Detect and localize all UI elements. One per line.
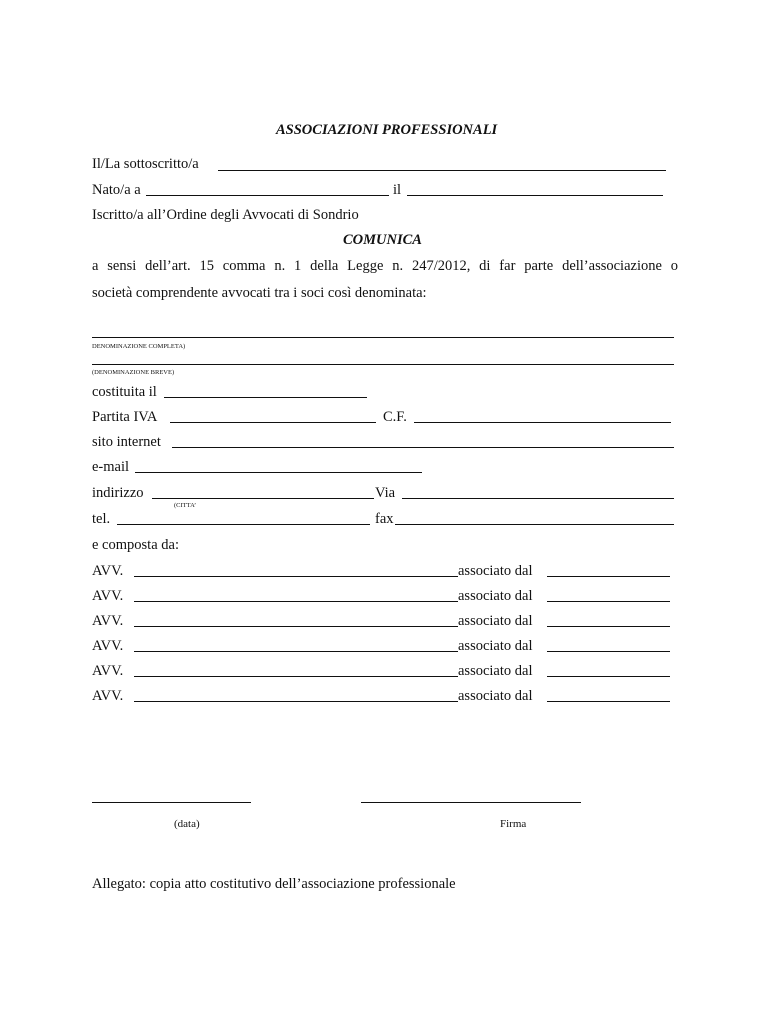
cf-label: C.F. (383, 409, 407, 425)
luogo-nascita-field[interactable] (146, 195, 389, 196)
sito-field[interactable] (172, 447, 674, 448)
avv-label: AVV. (92, 638, 124, 654)
associato-dal-field[interactable] (547, 626, 670, 627)
associato-dal-label: associato dal (458, 563, 533, 579)
email-field[interactable] (135, 472, 422, 473)
citta-label: (CITTA’ (174, 502, 197, 509)
composta-label: e composta da: (92, 537, 179, 553)
partita-iva-field[interactable] (170, 422, 376, 423)
data-label: (data) (174, 818, 200, 830)
citta-field[interactable] (152, 498, 374, 499)
data-nascita-field[interactable] (407, 195, 663, 196)
via-label: Via (375, 485, 396, 501)
associato-dal-label: associato dal (458, 613, 533, 629)
indirizzo-label: indirizzo (92, 485, 144, 501)
document-title: ASSOCIAZIONI PROFESSIONALI (276, 122, 498, 138)
nato-label: Nato/a a (92, 182, 141, 198)
avv-name-field[interactable] (134, 576, 458, 577)
denominazione-breve-field[interactable] (92, 364, 674, 365)
firma-label: Firma (500, 818, 527, 830)
associato-dal-field[interactable] (547, 676, 670, 677)
avv-label: AVV. (92, 563, 124, 579)
denominazione-completa-field[interactable] (92, 337, 674, 338)
tel-field[interactable] (117, 524, 370, 525)
avv-name-field[interactable] (134, 601, 458, 602)
allegato-text: Allegato: copia atto costitutivo dell’associazione professionale (92, 876, 456, 892)
denominazione-completa-label: DENOMINAZIONE COMPLETA) (92, 343, 186, 350)
fax-label: fax (375, 511, 394, 527)
data-field[interactable] (92, 802, 251, 803)
avv-name-field[interactable] (134, 676, 458, 677)
cf-field[interactable] (414, 422, 671, 423)
associato-dal-label: associato dal (458, 588, 533, 604)
avv-name-field[interactable] (134, 701, 458, 702)
associato-dal-label: associato dal (458, 638, 533, 654)
avv-name-field[interactable] (134, 626, 458, 627)
il-label: il (393, 182, 402, 198)
via-field[interactable] (402, 498, 674, 499)
sottoscritto-field[interactable] (218, 170, 666, 171)
fax-field[interactable] (395, 524, 674, 525)
avv-name-field[interactable] (134, 651, 458, 652)
firma-field[interactable] (361, 802, 581, 803)
denominazione-breve-label: (DENOMINAZIONE BREVE) (92, 369, 175, 376)
sito-label: sito internet (92, 434, 161, 450)
associato-dal-field[interactable] (547, 651, 670, 652)
partita-iva-label: Partita IVA (92, 409, 158, 425)
sottoscritto-label: Il/La sottoscritto/a (92, 156, 199, 172)
associato-dal-label: associato dal (458, 663, 533, 679)
avv-label: AVV. (92, 588, 124, 604)
avv-label: AVV. (92, 688, 124, 704)
associato-dal-label: associato dal (458, 688, 533, 704)
comunica-heading: COMUNICA (343, 232, 422, 248)
tel-label: tel. (92, 511, 111, 527)
costituita-label: costituita il (92, 384, 157, 400)
body-line-2: società comprendente avvocati tra i soci così denominata: (92, 285, 427, 301)
associato-dal-field[interactable] (547, 576, 670, 577)
iscritto-text: Iscritto/a all’Ordine degli Avvocati di Sondrio (92, 207, 359, 223)
email-label: e-mail (92, 459, 130, 475)
avv-label: AVV. (92, 613, 124, 629)
associato-dal-field[interactable] (547, 701, 670, 702)
costituita-field[interactable] (164, 397, 367, 398)
avv-label: AVV. (92, 663, 124, 679)
body-line-1: a sensi dell’art. 15 comma n. 1 della Legge n. 247/2012, di far parte dell’associazione o (92, 258, 678, 274)
associato-dal-field[interactable] (547, 601, 670, 602)
